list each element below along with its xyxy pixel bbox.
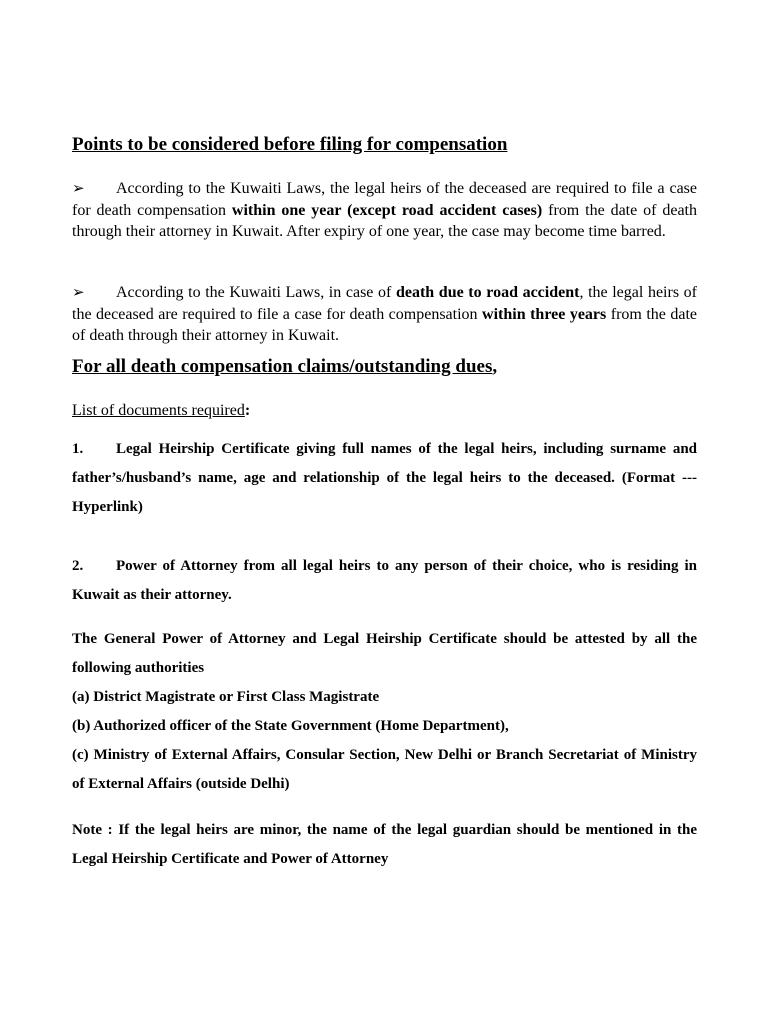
heading-death-compensation-claims bbox=[72, 356, 697, 378]
list-label-text: List of documents required bbox=[72, 402, 245, 419]
para2-bold-1: death due to road accident bbox=[395, 284, 580, 301]
attestation-block bbox=[72, 625, 697, 799]
heading-points-to-consider: Points to be considered before filing for compensation bbox=[72, 134, 508, 155]
para1-bold-1: within one year (except road accident cases) bbox=[231, 202, 543, 219]
note-paragraph: Note : If the legal heirs are minor, the name of the legal guardian should be mentioned in the Legal Heirship Certificate and Power of Attorney bbox=[72, 822, 697, 867]
para1-text-1: According to the Kuwaiti Laws, the legal heirs of the deceased are required to file a case for death compensation bbox=[72, 180, 697, 219]
para2-text-3: from the date of death through their attorney in Kuwait. bbox=[72, 306, 698, 344]
para2-text-2: , the legal heirs of the deceased are required to file a case for death compensation bbox=[72, 284, 697, 323]
item-number: 2. bbox=[72, 558, 84, 574]
authority-item-c: (c) Ministry of External Affairs, Consular Section, New Delhi or Branch Secretariat of Ministry of External Affairs (outside Delhi) bbox=[72, 747, 697, 792]
heading2-text: For all death compensation claims/outstanding dues bbox=[72, 356, 493, 377]
arrow-bullet-icon: ➢ bbox=[72, 285, 85, 301]
attestation-text: The General Power of Attorney and Legal Heirship Certificate should be attested by all the following authorities bbox=[72, 631, 697, 676]
list-of-documents-label bbox=[72, 401, 697, 421]
arrow-bullet-icon: ➢ bbox=[72, 181, 85, 197]
item-number: 1. bbox=[72, 441, 84, 457]
item-text: Power of Attorney from all legal heirs to any person of their choice, who is residing in Kuwait as their attorney. bbox=[72, 558, 697, 603]
para1-text-2: from the date of death through their attorney in Kuwait. After expiry of one year, the case may become time barred. bbox=[72, 202, 698, 240]
item-text: Legal Heirship Certificate giving full names of the legal heirs, including surname and father’s/husband’s name, age and relationship of the legal heirs to the deceased. (Format ---Hyperlink) bbox=[72, 441, 697, 515]
authority-item-b: (b) Authorized officer of the State Government (Home Department), bbox=[72, 718, 509, 734]
para2-bold-2: within three years bbox=[482, 306, 607, 323]
document-item-1 bbox=[72, 435, 697, 522]
paragraph-road-accident-rule bbox=[72, 282, 697, 346]
document-item-2 bbox=[72, 552, 697, 610]
paragraph-one-year-rule bbox=[72, 178, 697, 242]
authority-item-a: (a) District Magistrate or First Class Magistrate bbox=[72, 689, 380, 705]
list-label-colon: : bbox=[244, 402, 251, 419]
heading2-comma: , bbox=[492, 356, 498, 377]
para2-text-1: According to the Kuwaiti Laws, in case of bbox=[116, 284, 396, 301]
